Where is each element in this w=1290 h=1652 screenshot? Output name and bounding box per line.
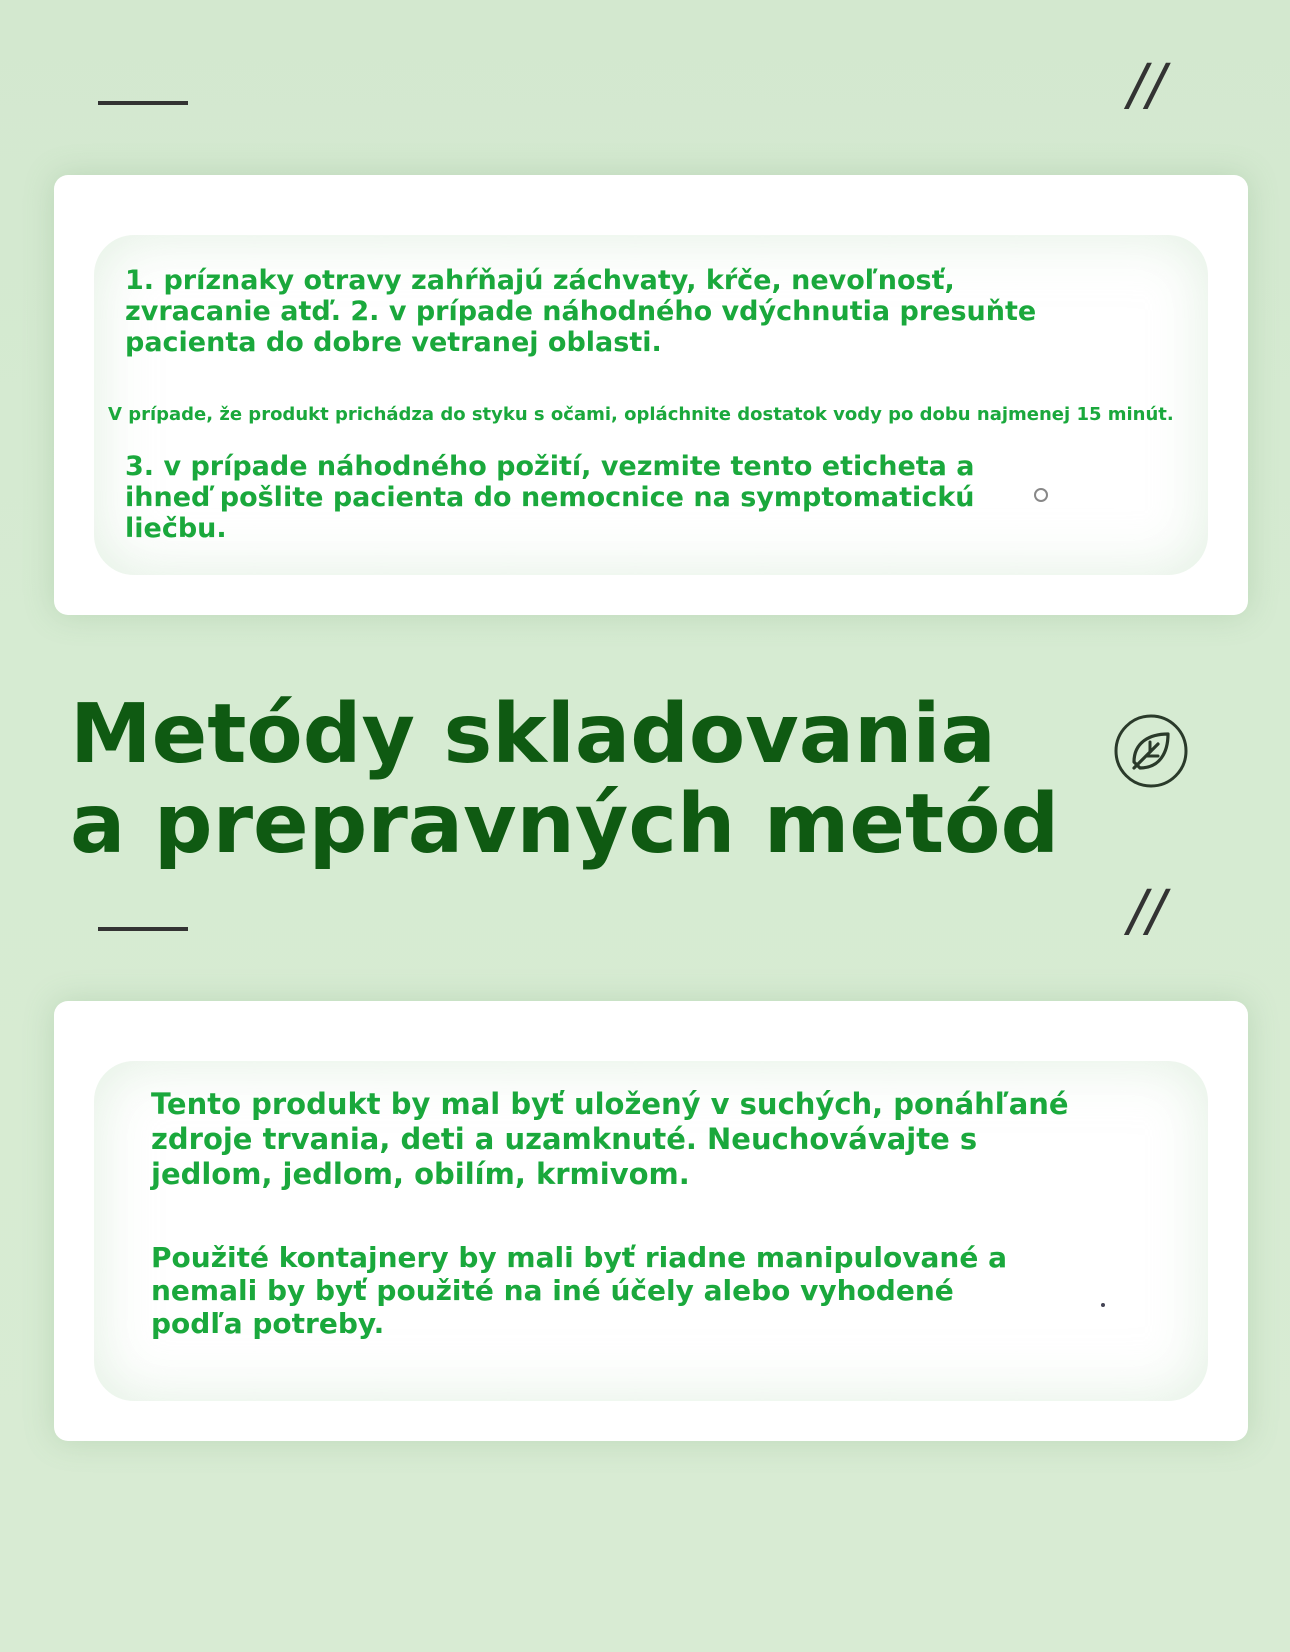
first-aid-item-3: 3. v prípade náhodného požití, vezmite tento eticheta a ihneď pošlite pacienta do nemocnice na symptomatickú liečbu. [125,451,975,544]
decor-dash-top [98,101,188,105]
decor-slashes-top: // [1128,53,1166,118]
decor-slashes-middle: // [1128,879,1166,944]
storage-paragraph-1: Tento produkt by mal byť uložený v suchých, ponáhľané zdroje trvania, deti a uzamknuté. Neuchovávajte s jedlom, jedlom, obilím, krmivom. [151,1087,1069,1191]
first-aid-items-1-2: 1. príznaky otravy zahŕňajú záchvaty, kŕče, nevoľnosť, zvracanie atď. 2. v prípade náhodného vdýchnutia presuňte pacienta do dobre vetranej oblasti. [125,265,1037,358]
eye-contact-note: V prípade, že produkt prichádza do styku s očami, opláchnite dostatok vody po dobu najmenej 15 minút. [108,404,1174,425]
section-title-storage: Metódy skladovania a prepravných metód [70,687,1060,872]
decor-dot [1034,488,1048,502]
first-aid-card [54,175,1248,615]
leaf-icon [1114,714,1188,788]
storage-card [54,1001,1248,1441]
storage-paragraph-2: Použité kontajnery by mali byť riadne manipulované a nemali by byť použité na iné účely alebo vyhodené podľa potreby. [151,1241,1007,1340]
decor-dash-middle [98,927,188,931]
decor-dot-small [1101,1303,1105,1307]
